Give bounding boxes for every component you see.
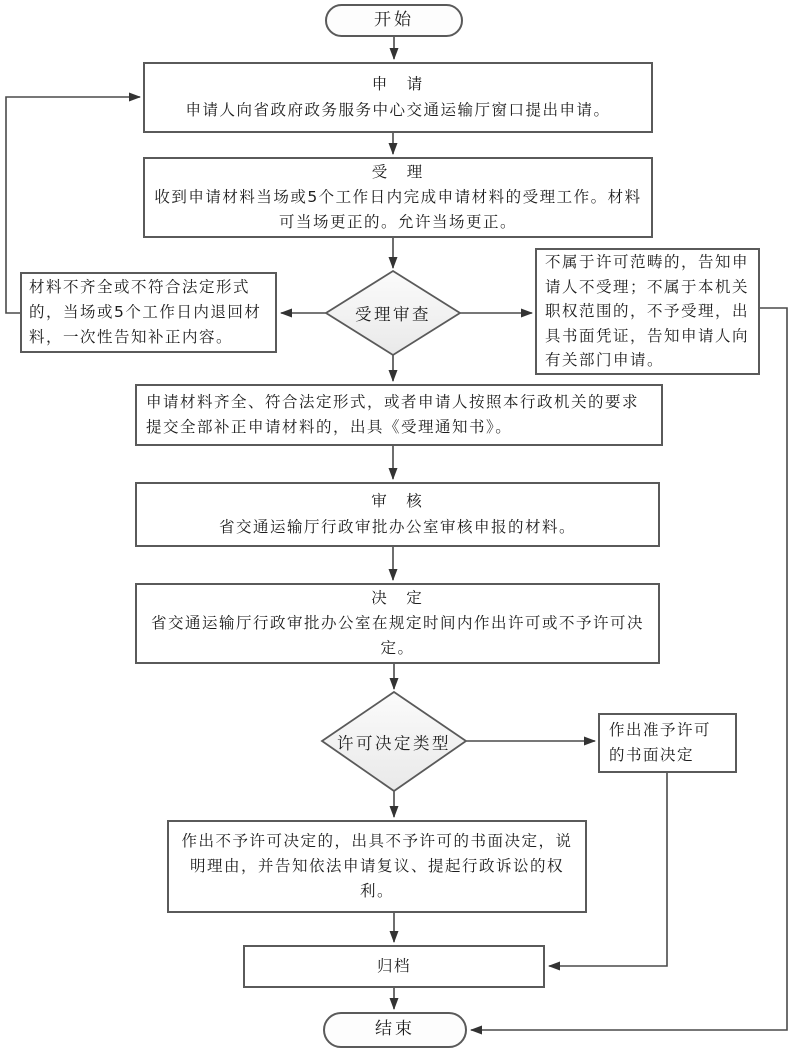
accept-step xyxy=(143,157,653,238)
decide-step xyxy=(135,583,660,664)
end-terminator xyxy=(323,1012,467,1048)
accept-title: 受 理 xyxy=(371,162,425,181)
decide-title: 决 定 xyxy=(371,588,424,607)
apply-body: 申请人向省政府政务服务中心交通运输厅窗口提出申请。 xyxy=(185,100,611,119)
deny-decision-body: 作出不予许可决定的，出具不予许可的书面决定，说明理由，并告知依法申请复议、提起行政诉讼的权利。 xyxy=(181,831,573,901)
materials-complete-body: 申请材料齐全、符合法定形式，或者申请人按照本行政机关的要求提交全部补正申请材料的，出具《受理通知书》。 xyxy=(146,392,640,436)
incomplete-materials-step xyxy=(20,272,277,353)
not-in-scope-body: 不属于许可范畴的，告知申请人不受理；不属于本机关职权范围的，不予受理，出具书面凭证，告知申请人向有关部门申请。 xyxy=(545,253,750,370)
decide-body: 省交通运输厅行政审批办公室在规定时间内作出许可或不予许可决定。 xyxy=(150,613,644,658)
grant-decision-step xyxy=(598,713,737,773)
end-label: 结束 xyxy=(375,1019,415,1040)
decision-type-label: 许可决定类型 xyxy=(337,733,451,753)
deny-decision-step xyxy=(167,820,587,913)
grant-decision-body: 作出准予许可的书面决定 xyxy=(609,720,712,764)
examine-step xyxy=(135,482,660,547)
examine-body: 省交通运输厅行政审批办公室审核申报的材料。 xyxy=(218,517,576,536)
start-label: 开始 xyxy=(374,9,414,30)
incomplete-materials-body: 材料不齐全或不符合法定形式的，当场或5个工作日内退回材料，一次性告知补正内容。 xyxy=(29,277,262,347)
apply-step xyxy=(143,62,653,133)
apply-title: 申 请 xyxy=(371,75,425,94)
examine-title: 审 核 xyxy=(371,492,424,511)
not-in-scope-step xyxy=(535,248,760,375)
archive-step xyxy=(243,945,545,988)
accept-body: 收到申请材料当场或5个工作日内完成申请材料的受理工作。材料可当场更正的。允许当场更正。 xyxy=(154,187,642,232)
materials-complete-step xyxy=(135,384,663,446)
review-check-label: 受理审查 xyxy=(355,305,431,324)
archive-label: 归档 xyxy=(376,956,411,975)
start-terminator xyxy=(325,4,463,37)
